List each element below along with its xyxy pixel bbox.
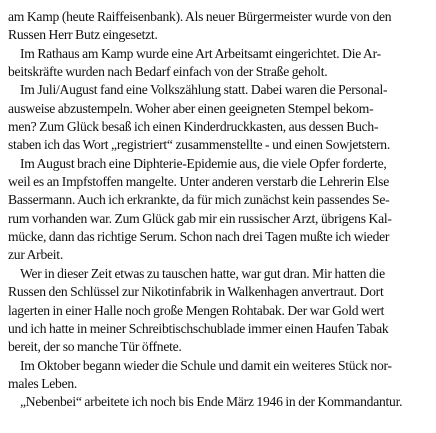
text-line: zur Arbeit. xyxy=(8,247,63,263)
text-line: „Nebenbei“ arbeitete ich noch bis Ende März 1946 in der Kommandantur. xyxy=(20,394,403,410)
text-line: men? Zum Glück besaß ich einen Kinderdruckkasten, aus dessen Buch- xyxy=(8,119,379,135)
text-line: Im August brach eine Diphterie-Epidemie aus, die viele Opfer forderte, xyxy=(20,155,387,171)
text-line: weil es an Impfstoffen mangelte. Unter anderen verstarb die Lehrerin Else xyxy=(8,174,389,190)
text-line: Im Oktober begann wieder die Schule und damit ein weiteres Stück nor- xyxy=(20,357,392,373)
text-line: staben ich das Wort „registriert“ zusammenstellte - und einen Sowjetstern. xyxy=(8,137,390,153)
text-line: am Kamp (heute Raiffeisenbank). Als neuer Bürgermeister wurde von den xyxy=(8,9,392,24)
text-line: Russen Herr Butz eingesetzt. xyxy=(8,27,158,43)
text-line: Im Juli/August fand eine Volkszählung statt. Dabei waren die Personal- xyxy=(20,82,388,98)
text-line: lagerten in einer Halle noch große Mengen Rohtabak. Der war Gold wert xyxy=(8,302,385,318)
text-line: Wer in dieser Zeit etwas zu tauschen hatte, war gut dran. Mir hatten die xyxy=(20,265,385,281)
text-line: ausweise abzustempeln. Woher aber einen geeigneten Stempel bekom- xyxy=(8,100,374,116)
document-body-text xyxy=(8,8,428,412)
text-line: Russen den Schlüssel zur Nikotinfabrik in Walkenhagen anvertraut. Dort xyxy=(8,284,384,300)
text-line: bereit, der so manche Tür öffnete. xyxy=(8,339,182,355)
text-line: Bassermann. Auch ich erkrankte, da für mich zunächst kein passendes Se- xyxy=(8,192,390,208)
text-line: males Leben. xyxy=(8,375,78,391)
text-line: rum vorhanden war. Zum Glück gab mir ein russischer Arzt, übrigens Kal- xyxy=(8,210,392,226)
text-line: und ich hatte in meiner Schreibtischschublade immer einen Haufen Tabak xyxy=(8,320,389,336)
text-line: beitskräfte wurden nach Bedarf einfach von der Straße geholt. xyxy=(8,64,328,80)
text-line: Im Rathaus am Kamp wurde eine Art Arbeitsamt eingerichtet. Die Ar- xyxy=(20,45,381,61)
text-line: mücke, dann das richtige Serum. Schon nach drei Tagen mußte ich wieder xyxy=(8,229,390,245)
